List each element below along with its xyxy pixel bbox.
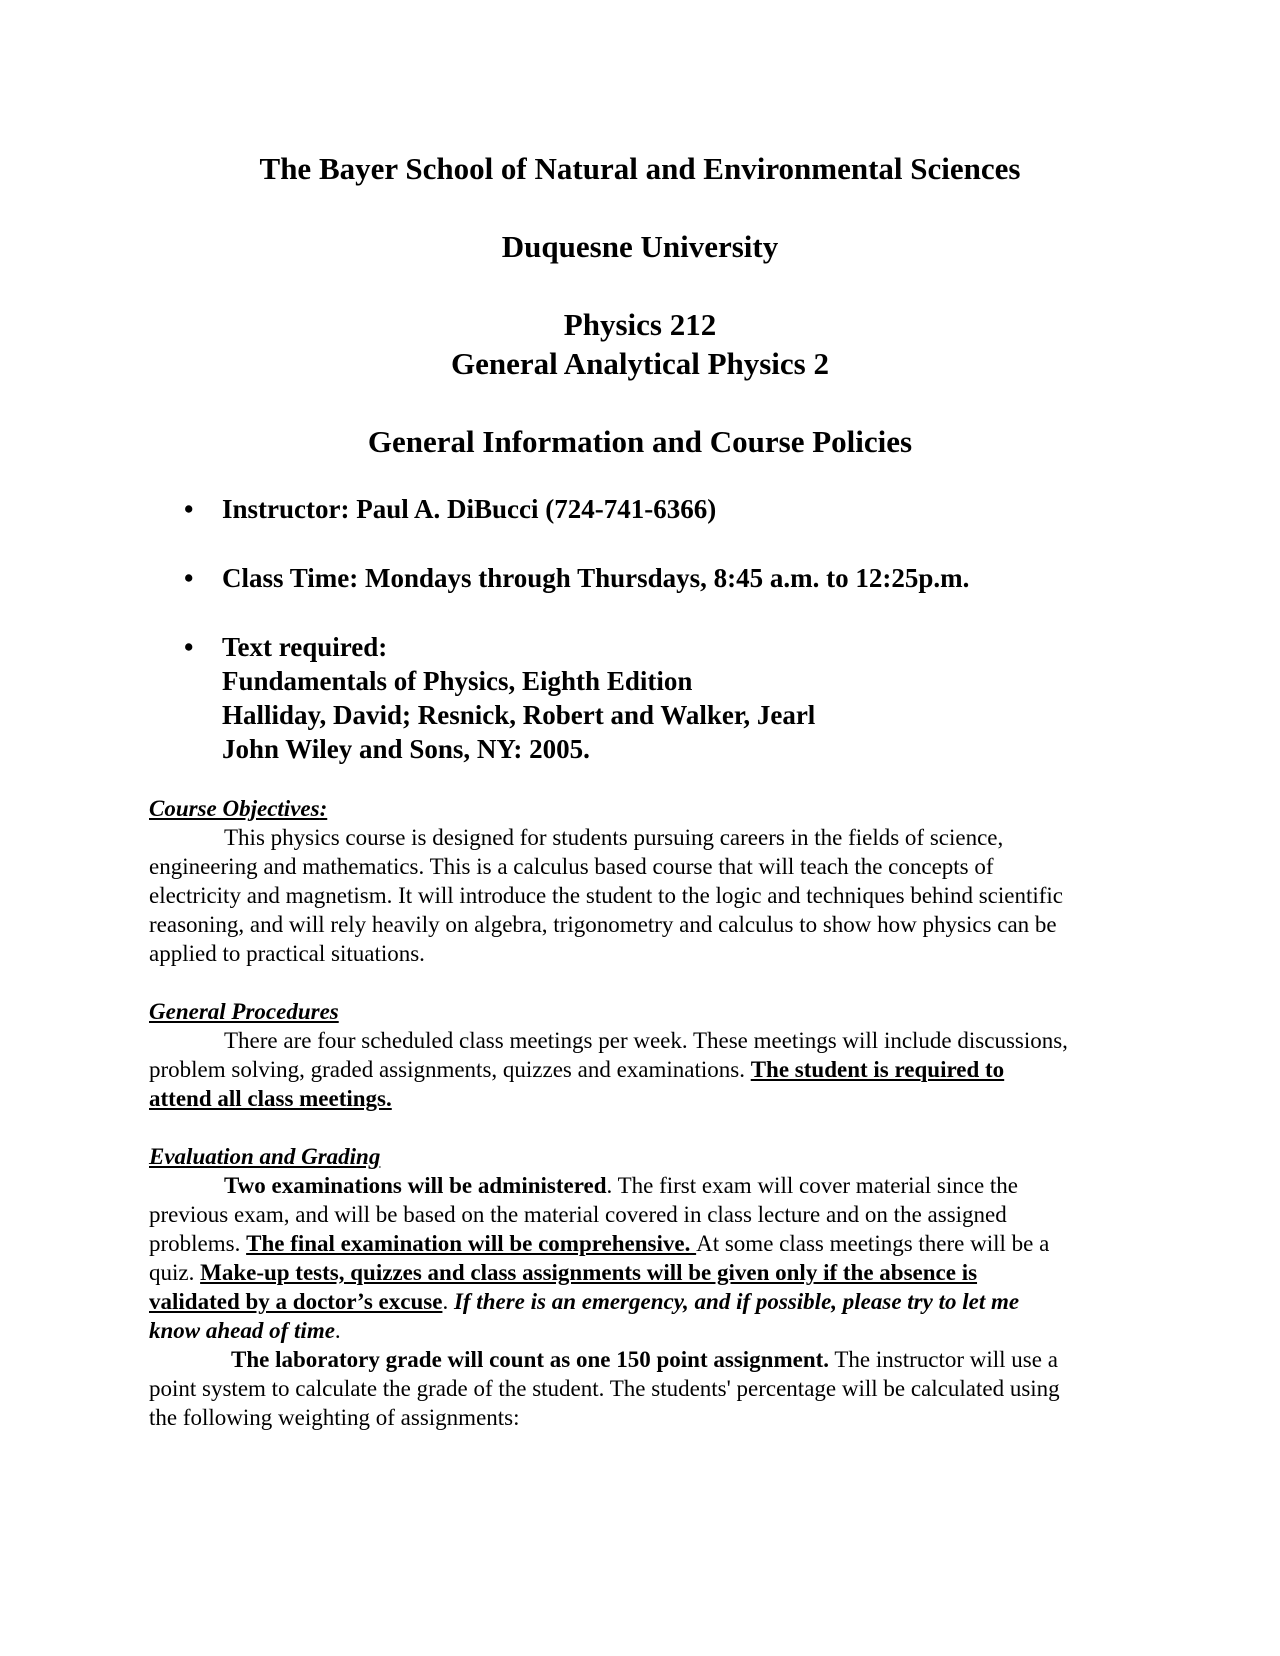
grading-line xyxy=(149,1316,341,1345)
grading-text: . xyxy=(442,1289,454,1314)
attendance-requirement-cont: attend all class meetings. xyxy=(149,1086,392,1111)
emergency-note: If there is an emergency, and if possible, please try to let me xyxy=(453,1289,1020,1314)
grading-line: previous exam, and will be based on the material covered in class lecture and on the assigned xyxy=(149,1202,1007,1227)
grading-line: the following weighting of assignments: xyxy=(149,1405,520,1430)
course-number: Physics 212 xyxy=(563,307,717,342)
final-exam-statement: The final examination will be comprehensive. xyxy=(246,1231,697,1256)
makeup-policy-cont: validated by a doctor’s excuse xyxy=(149,1289,443,1314)
attendance-requirement: The student is required to xyxy=(750,1057,1005,1082)
grading-line xyxy=(231,1345,1058,1374)
grading-line xyxy=(149,1258,977,1287)
grading-text: quiz. xyxy=(149,1260,201,1285)
objectives-line: electricity and magnetism. It will introduce the student to the logic and techniques behind scientific xyxy=(149,883,1063,908)
lab-grade-statement: The laboratory grade will count as one 150 point assignment. xyxy=(231,1347,830,1372)
emergency-note-cont: know ahead of time xyxy=(149,1318,335,1343)
evaluation-grading-heading: Evaluation and Grading xyxy=(149,1144,381,1169)
textbook-title: Fundamentals of Physics, Eighth Edition xyxy=(222,666,693,696)
grading-text: At some class meetings there will be a xyxy=(696,1231,1050,1256)
grading-line xyxy=(224,1171,1018,1200)
grading-text: . The first exam will cover material since the xyxy=(606,1173,1019,1198)
textbook-authors: Halliday, David; Resnick, Robert and Walker, Jearl xyxy=(222,700,816,730)
procedures-text: problem solving, graded assignments, quizzes and examinations. xyxy=(149,1057,751,1082)
grading-line: point system to calculate the grade of the student. The students' percentage will be calculated using xyxy=(149,1376,1060,1401)
procedures-line xyxy=(149,1055,1004,1084)
course-name: General Analytical Physics 2 xyxy=(450,346,829,381)
textbook-publisher: John Wiley and Sons, NY: 2005. xyxy=(222,734,590,764)
course-objectives-title: Course Objectives xyxy=(149,796,320,821)
document-title: General Information and Course Policies xyxy=(367,424,913,459)
bullet-icon: • xyxy=(184,563,194,593)
instructor-info: Instructor: Paul A. DiBucci (724-741-6366) xyxy=(222,494,717,524)
makeup-policy: Make-up tests, quizzes and class assignments will be given only if the absence is xyxy=(200,1260,978,1285)
grading-text: The instructor will use a xyxy=(829,1347,1058,1372)
bullet-icon: • xyxy=(184,632,194,662)
course-objectives-heading xyxy=(149,794,327,823)
bullet-icon: • xyxy=(184,494,194,524)
general-procedures-heading: General Procedures xyxy=(149,999,339,1024)
objectives-line: applied to practical situations. xyxy=(149,941,425,966)
exams-statement: Two examinations will be administered xyxy=(224,1173,607,1198)
objectives-line: This physics course is designed for students pursuing careers in the fields of science, xyxy=(224,825,1004,850)
objectives-line: reasoning, and will rely heavily on algebra, trigonometry and calculus to show how physics can be xyxy=(149,912,1057,937)
grading-line xyxy=(149,1287,1019,1316)
procedures-line: There are four scheduled class meetings per week. These meetings will include discussions, xyxy=(224,1028,1068,1053)
university-name: Duquesne University xyxy=(501,229,779,264)
class-time-info: Class Time: Mondays through Thursdays, 8:45 a.m. to 12:25p.m. xyxy=(222,563,970,593)
grading-text: problems. xyxy=(149,1231,247,1256)
objectives-line: engineering and mathematics. This is a calculus based course that will teach the concepts of xyxy=(149,854,994,879)
grading-text: . xyxy=(334,1318,341,1343)
school-name: The Bayer School of Natural and Environmental Sciences xyxy=(259,151,1021,186)
text-required-block xyxy=(222,630,815,766)
course-objectives-colon: : xyxy=(319,796,328,821)
text-required-label: Text required: xyxy=(222,632,388,662)
grading-line xyxy=(149,1229,1049,1258)
